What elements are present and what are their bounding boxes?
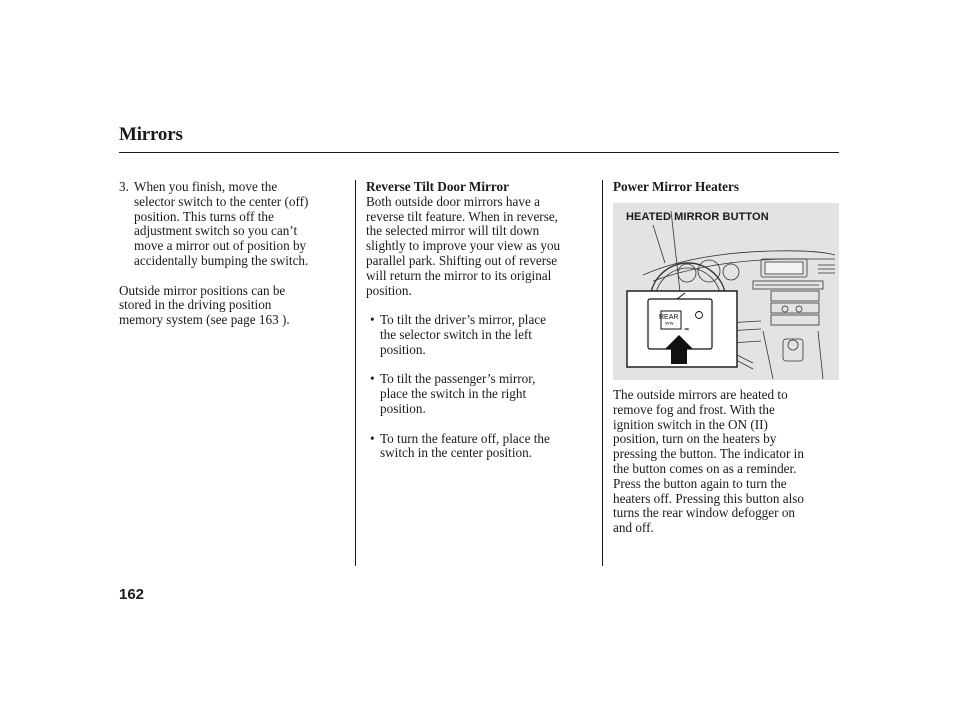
body-line: heaters off. Pressing this button also <box>613 490 804 506</box>
note-line: memory system (see page 163 ). <box>119 312 290 328</box>
bullet-line: To turn the feature off, place the <box>380 430 550 446</box>
dashboard-illustration <box>613 203 839 380</box>
bullet-item <box>370 372 596 416</box>
bullet-icon: • <box>370 430 375 446</box>
bullet-item <box>370 313 596 357</box>
figure-caption: HEATED MIRROR BUTTON <box>626 211 769 223</box>
rear-button-label: REAR <box>659 314 679 321</box>
bullet-line: To tilt the driver’s mirror, place <box>380 312 547 328</box>
heaters-body <box>613 388 843 536</box>
bullet-line: place the switch in the right <box>380 386 527 402</box>
body-line: remove fog and frost. With the <box>613 401 775 417</box>
section-heading-reverse-tilt: Reverse Tilt Door Mirror <box>366 179 509 194</box>
body-line: The outside mirrors are heated to <box>613 387 788 402</box>
bullet-line: To tilt the passenger’s mirror, <box>380 371 536 387</box>
bullet-item <box>370 432 596 462</box>
bullet-line: the selector switch in the left <box>380 326 532 342</box>
defrost-icon: ᵂᵂ <box>665 321 674 329</box>
page-title: Mirrors <box>119 124 183 145</box>
intro-line: the selected mirror will tilt down <box>366 223 540 239</box>
intro-line: will return the mirror to its original <box>366 267 552 283</box>
intro-line: Both outside door mirrors have a <box>366 193 540 209</box>
step-line: move a mirror out of position by <box>134 238 307 254</box>
body-line: Press the button again to turn the <box>613 475 787 491</box>
page-number: 162 <box>119 586 145 603</box>
step-3 <box>119 180 344 269</box>
bullet-icon: • <box>370 312 375 328</box>
intro-line: slightly to improve your view as you <box>366 238 561 254</box>
bullet-line: position. <box>380 400 426 416</box>
column-divider-1 <box>355 180 356 566</box>
reverse-tilt-intro <box>366 195 596 299</box>
note-line: Outside mirror positions can be <box>119 282 286 298</box>
body-line: turns the rear window defogger on <box>613 505 796 521</box>
intro-line: position. <box>366 282 412 298</box>
step-line: adjustment switch so you can’t <box>134 223 298 239</box>
column-divider-2 <box>602 180 603 566</box>
column-3 <box>613 180 843 195</box>
intro-line: parallel park. Shifting out of reverse <box>366 252 558 268</box>
dashboard-drawing <box>613 203 839 380</box>
note-line: stored in the driving position <box>119 297 272 313</box>
step-line: position. This turns off the <box>134 208 274 224</box>
body-line: position, turn on the heaters by <box>613 431 777 447</box>
step-line: When you finish, move the <box>134 179 278 194</box>
column-2 <box>366 180 596 461</box>
step-text <box>134 180 308 269</box>
bullet-line: position. <box>380 341 426 357</box>
body-line: and off. <box>613 520 654 536</box>
bullet-line: switch in the center position. <box>380 445 532 461</box>
bullet-icon: • <box>370 371 375 387</box>
step-number: 3. <box>119 179 129 194</box>
column-1 <box>119 180 344 328</box>
body-line: pressing the button. The indicator in <box>613 446 804 462</box>
intro-line: reverse tilt feature. When in reverse, <box>366 208 558 224</box>
step-line: accidentally bumping the switch. <box>134 252 309 268</box>
title-rule <box>119 152 839 153</box>
body-line: the button comes on as a reminder. <box>613 460 797 476</box>
memory-note <box>119 284 344 328</box>
body-line: ignition switch in the ON (II) <box>613 416 768 432</box>
section-heading-mirror-heaters: Power Mirror Heaters <box>613 179 739 194</box>
step-line: selector switch to the center (off) <box>134 193 309 209</box>
defrost-small-icon: ⇛ <box>684 326 690 333</box>
